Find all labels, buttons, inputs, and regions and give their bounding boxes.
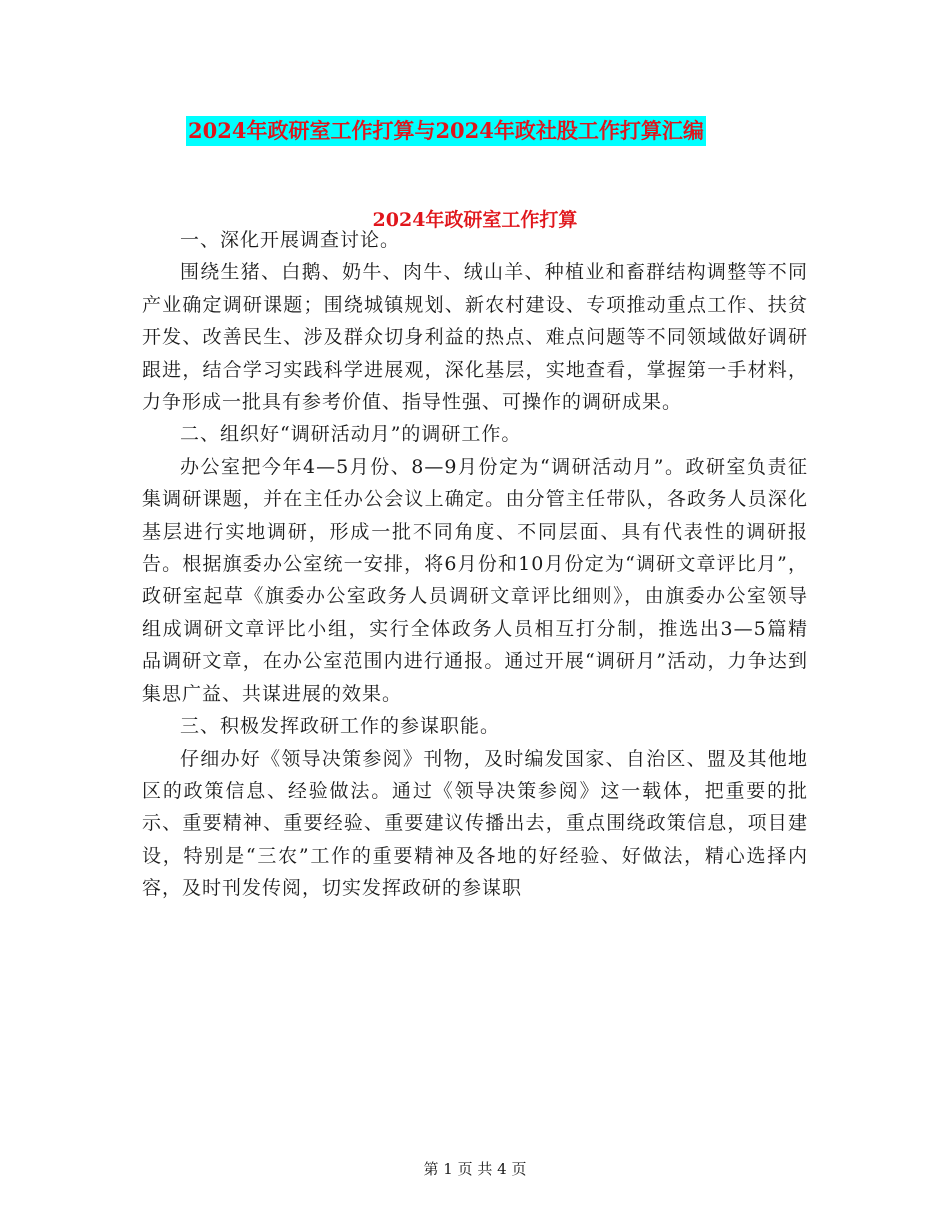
- section-title: 2024年政研室工作打算: [372, 209, 578, 231]
- heading-2: 二、组织好“调研活动月”的调研工作。: [180, 423, 522, 446]
- heading-1: 一、深化开展调查讨论。: [180, 229, 401, 251]
- document-title: 2024年政研室工作打算与2024年政社股工作打算汇编: [186, 116, 706, 146]
- page-footer: 第 1 页 共 4 页: [423, 1160, 527, 1178]
- paragraph: 办公室把今年4—5月份、8—9月份定为“调研活动月”。政研室负责征集调研课题，并在主任办公会议上确定。由分管主任带队，各政务人员深化基层进行实地调研，形成一批不同角度、不同层面、具有代表性的调研报告。根据旗委办公室统一安排，将6月份和10月份定为“调研文章评比月”，政研室起草《旗委办公室政务人员调研文章评比细则》，由旗委办公室领导组成调研文章评比小组，实行全体政务人员相互打分制，推选出3—5篇精品调研文章，在办公室范围内进行通报。通过开展“调研月”活动，力争达到集思广益、共谋进展的效果。: [142, 455, 808, 705]
- heading-3: 三、积极发挥政研工作的参谋职能。: [180, 715, 501, 738]
- document-body: [142, 224, 808, 905]
- paragraph: 围绕生猪、白鹅、奶牛、肉牛、绒山羊、种植业和畜群结构调整等不同产业确定调研课题；围绕城镇规划、新农村建设、专项推动重点工作、扶贫开发、改善民生、涉及群众切身利益的热点、难点问题等不同领域做好调研跟进，结合学习实践科学进展观，深化基层，实地查看，掌握第一手材料，力争形成一批具有参考价值、指导性强、可操作的调研成果。: [142, 261, 808, 414]
- paragraph: 仔细办好《领导决策参阅》刊物，及时编发国家、自治区、盟及其他地区的政策信息、经验做法。通过《领导决策参阅》这一载体，把重要的批示、重要精神、重要经验、重要建议传播出去，重点围绕政策信息，项目建设，特别是“三农”工作的重要精神及各地的好经验、好做法，精心选择内容，及时刊发传阅，切实发挥政研的参谋职: [142, 747, 808, 900]
